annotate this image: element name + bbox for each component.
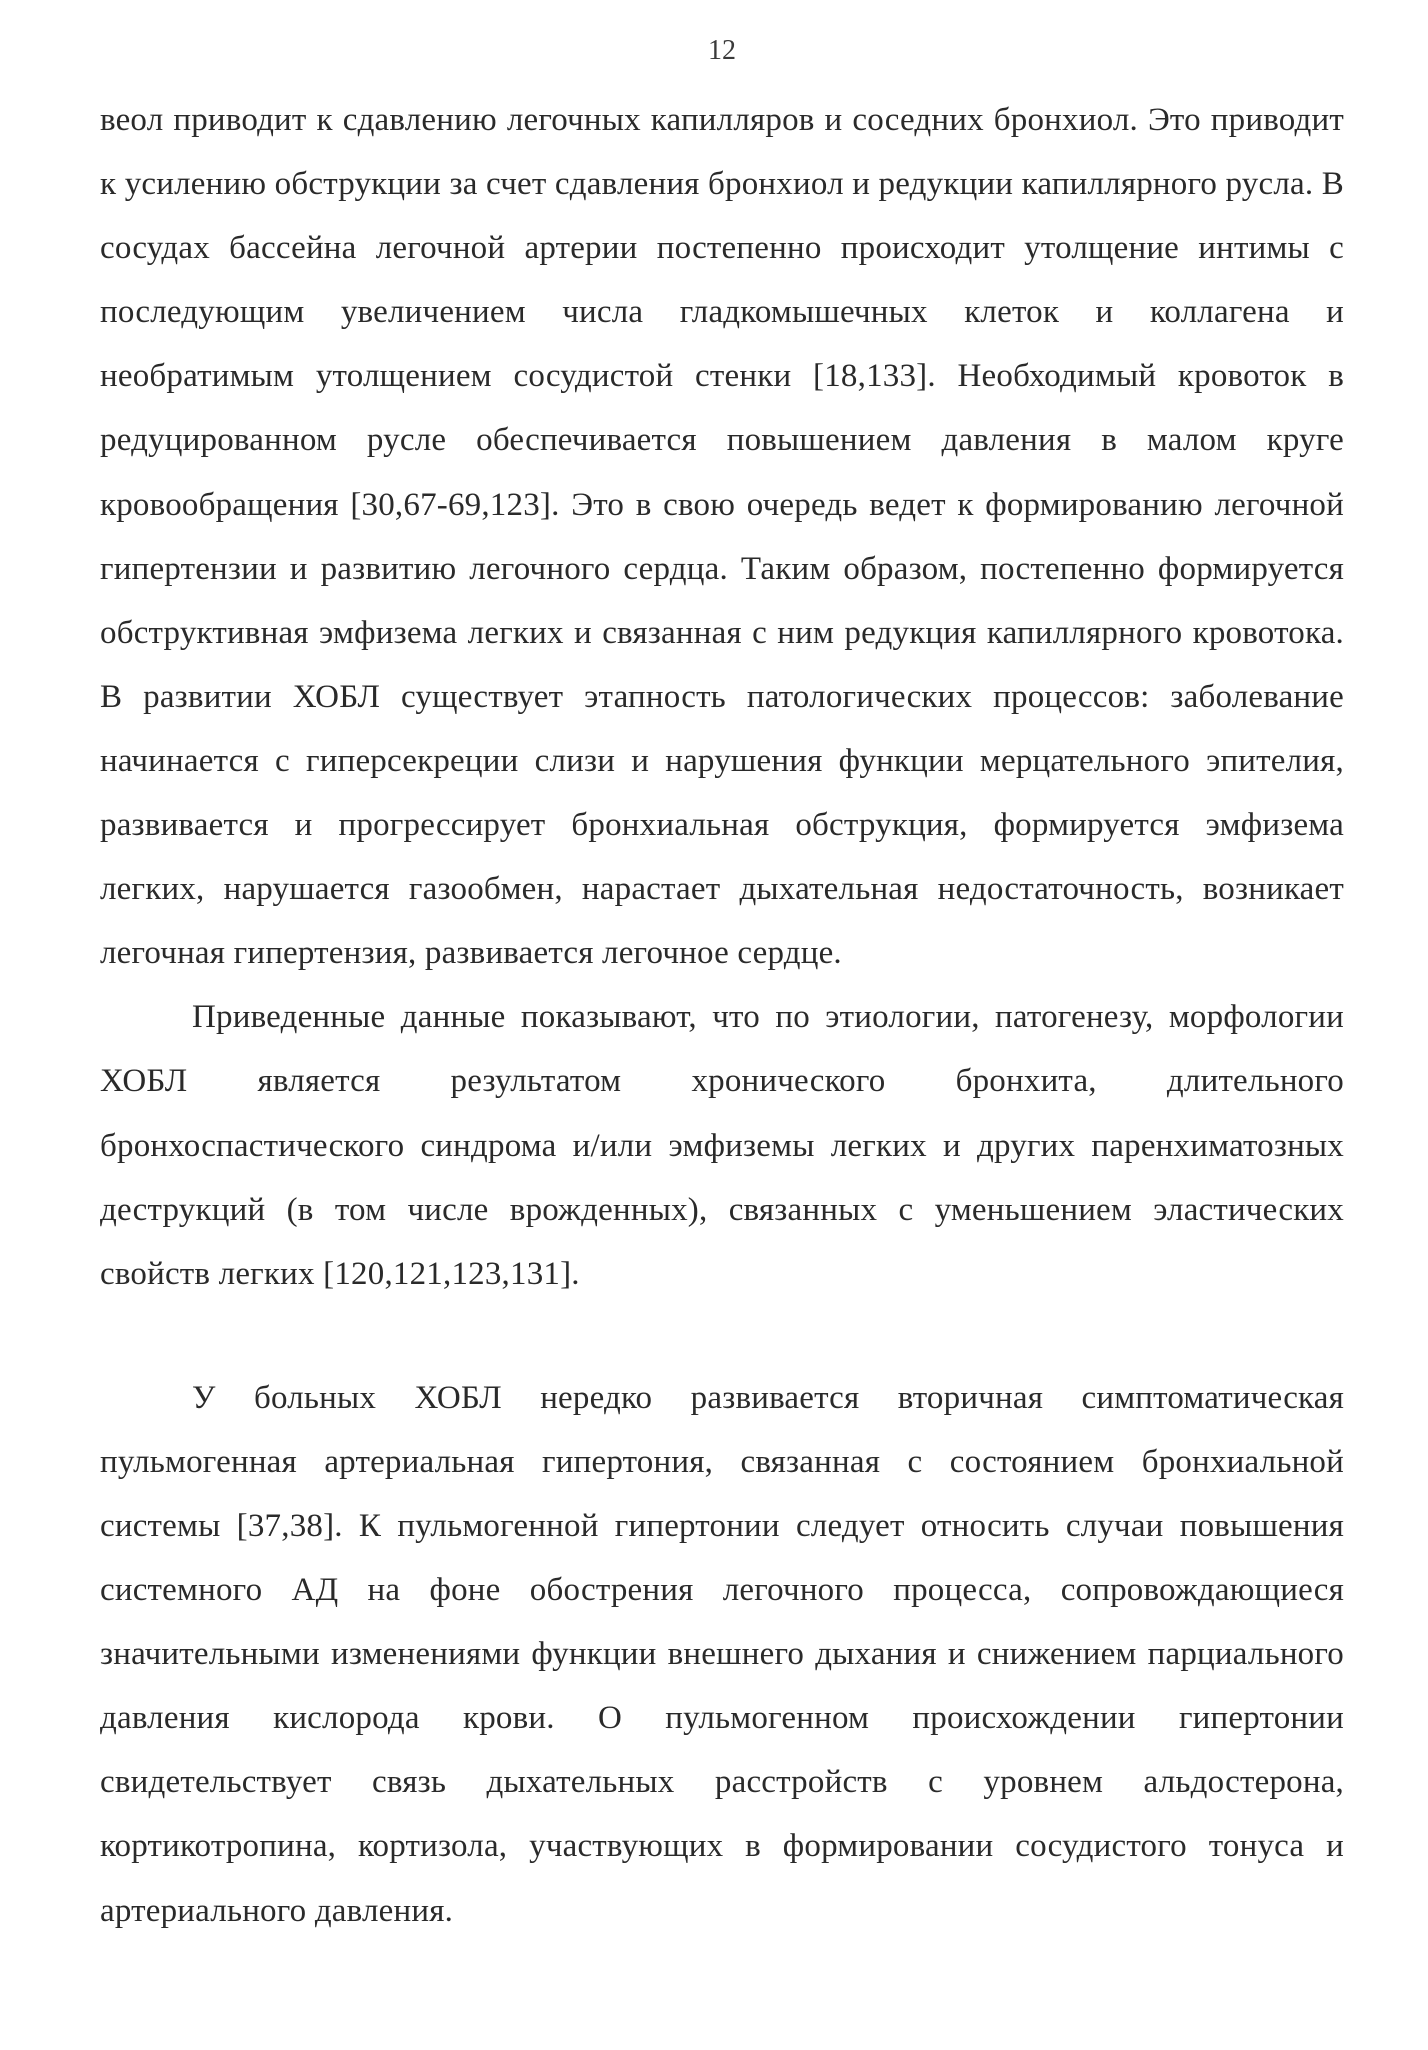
paragraph-hypertension: У больных ХОБЛ нередко развивается вторичная симптоматическая пульмогенная артериальная гипертония, связанная с состоянием бронхиальной системы [37,38]. К пульмогенной гипертонии следует относить случаи повышения системного АД на фоне обострения легочного процесса, сопровождающиеся значительными изменениями функции внешнего дыхания и снижением парциального давления кислорода крови. О пульмогенном происхождении гипертонии свидетельствует связь дыхательных расстройств с уровнем альдостерона, кортикотропина, кортизола, участвующих в формировании сосудистого тонуса и артериального давления. bbox=[100, 1379, 1344, 1929]
paragraph-summary: Приведенные данные показывают, что по этиологии, патогенезу, морфологии ХОБЛ является результатом хронического бронхита, длительного бронхоспастического синдрома и/или эмфиземы легких и других паренхиматозных деструкций (в том числе врожденных), связанных с уменьшением эластических свойств легких [120,121,123,131]. bbox=[100, 999, 1344, 1292]
body-text bbox=[100, 88, 1344, 1943]
page-number: 12 bbox=[708, 35, 736, 66]
paragraph-pathogenesis: веол приводит к сдавлению легочных капилляров и соседних бронхиол. Это приводит к усилению обструкции за счет сдавления бронхиол и редукции капиллярного русла. В сосудах бассейна легочной артерии постепенно происходит утолщение интимы с последующим увеличением числа гладкомышечных клеток и коллагена и необратимым утолщением сосудистой стенки [18,133]. Необходимый кровоток в редуцированном русле обеспечивается повышением давления в малом круге кровообращения [30,67-69,123]. Это в свою очередь ведет к формированию легочной гипертензии и развитию легочного сердца. Таким образом, постепенно формируется обструктивная эмфизема легких и связанная с ним редукция капиллярного кровотока. В развитии ХОБЛ существует этапность патологических процессов: заболевание начинается с гиперсекреции слизи и нарушения функции мерцательного эпителия, развивается и прогрессирует бронхиальная обструкция, формируется эмфизема легких, нарушается газообмен, нарастает дыхательная недостаточность, возникает легочная гипертензия, развивается легочное сердце. bbox=[100, 102, 1344, 972]
